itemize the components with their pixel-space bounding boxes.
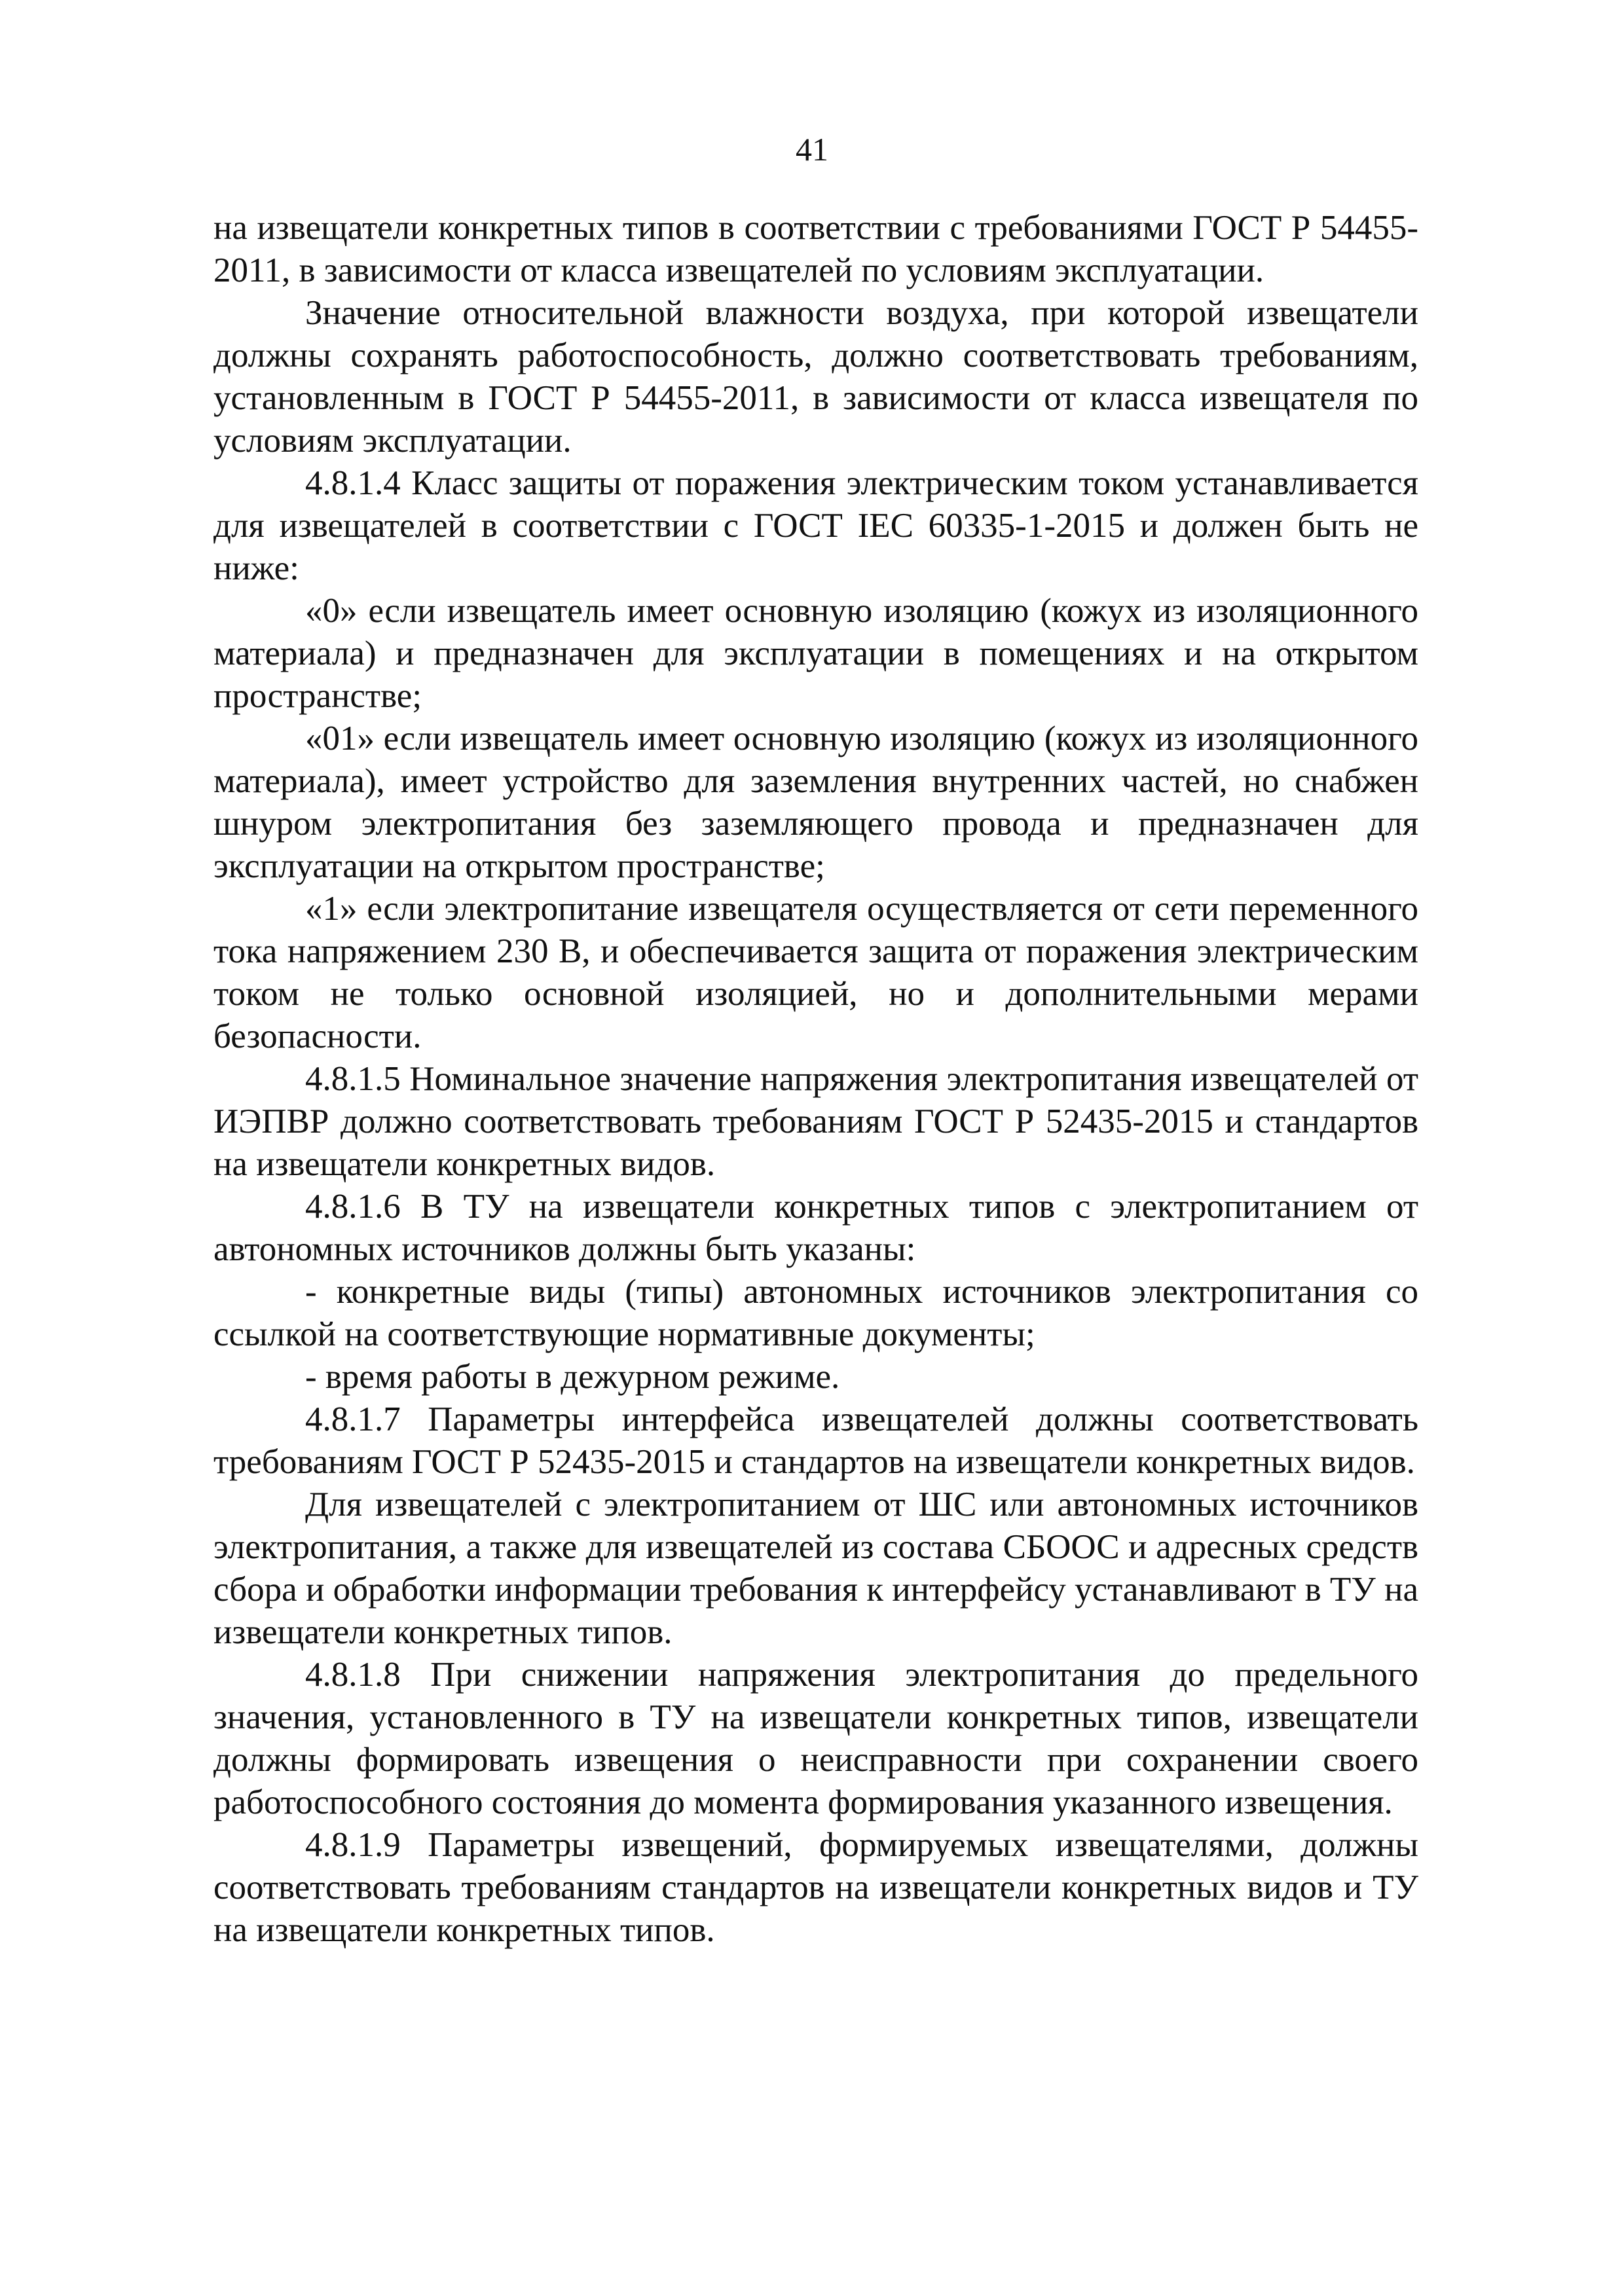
paragraph-3: 4.8.1.4 Класс защиты от поражения электрическим током устанавливается для извещателей в соответствии с ГОСТ IEC 60335-1-2015 и должен быть не ниже: xyxy=(213,464,1418,587)
paragraph-7: 4.8.1.5 Номинальное значение напряжения электропитания извещателей от ИЭПВР должно соответствовать требованиям ГОСТ Р 52435-2015 и стандартов на извещатели конкретных видов. xyxy=(213,1060,1418,1183)
paragraph-12: Для извещателей с электропитанием от ШС или автономных источников электропитания, а также для извещателей из состава СБООС и адресных средств сбора и обработки информации требования к интерфейсу устанавливают в ТУ на извещатели конкретных типов. xyxy=(213,1485,1418,1651)
paragraph-13: 4.8.1.8 При снижении напряжения электропитания до предельного значения, установленного в ТУ на извещатели конкретных типов, извещатели должны формировать извещения о неисправности при сохранении своего работоспособного состояния до момента формирования указанного извещения. xyxy=(213,1656,1418,1821)
paragraph-11: 4.8.1.7 Параметры интерфейса извещателей должны соответствовать требованиям ГОСТ Р 52435-2015 и стандартов на извещатели конкретных видов. xyxy=(213,1400,1418,1481)
paragraph-2: Значение относительной влажности воздуха, при которой извещатели должны сохранять работоспособность, должно соответствовать требованиям, установленным в ГОСТ Р 54455-2011, в зависимости от класса извещателя по условиям эксплуатации. xyxy=(213,294,1418,460)
paragraph-8: 4.8.1.6 В ТУ на извещатели конкретных типов с электропитанием от автономных источников должны быть указаны: xyxy=(213,1188,1418,1268)
paragraph-9: - конкретные виды (типы) автономных источников электропитания со ссылкой на соответствующие нормативные документы; xyxy=(213,1273,1418,1353)
page-number: 41 xyxy=(796,131,828,168)
body-text xyxy=(213,207,1418,1952)
paragraph-10: - время работы в дежурном режиме. xyxy=(305,1358,840,1396)
paragraph-4: «0» если извещатель имеет основную изоляцию (кожух из изоляционного материала) и предназначен для эксплуатации в помещениях и на открытом пространстве; xyxy=(213,592,1418,715)
paragraph-1: на извещатели конкретных типов в соответствии с требованиями ГОСТ Р 54455-2011, в зависимости от класса извещателей по условиям эксплуатации. xyxy=(213,209,1418,289)
paragraph-6: «1» если электропитание извещателя осуществляется от сети переменного тока напряжением 230 В, и обеспечивается защита от поражения электрическим током не только основной изоляцией, но и дополнительными мерами безопасности. xyxy=(213,890,1418,1055)
paragraph-14: 4.8.1.9 Параметры извещений, формируемых извещателями, должны соответствовать требованиям стандартов на извещатели конкретных видов и ТУ на извещатели конкретных типов. xyxy=(213,1826,1418,1949)
paragraph-5: «01» если извещатель имеет основную изоляцию (кожух из изоляционного материала), имеет устройство для заземления внутренних частей, но снабжен шнуром электропитания без заземляющего провода и предназначен для эксплуатации на открытом пространстве; xyxy=(213,720,1418,885)
